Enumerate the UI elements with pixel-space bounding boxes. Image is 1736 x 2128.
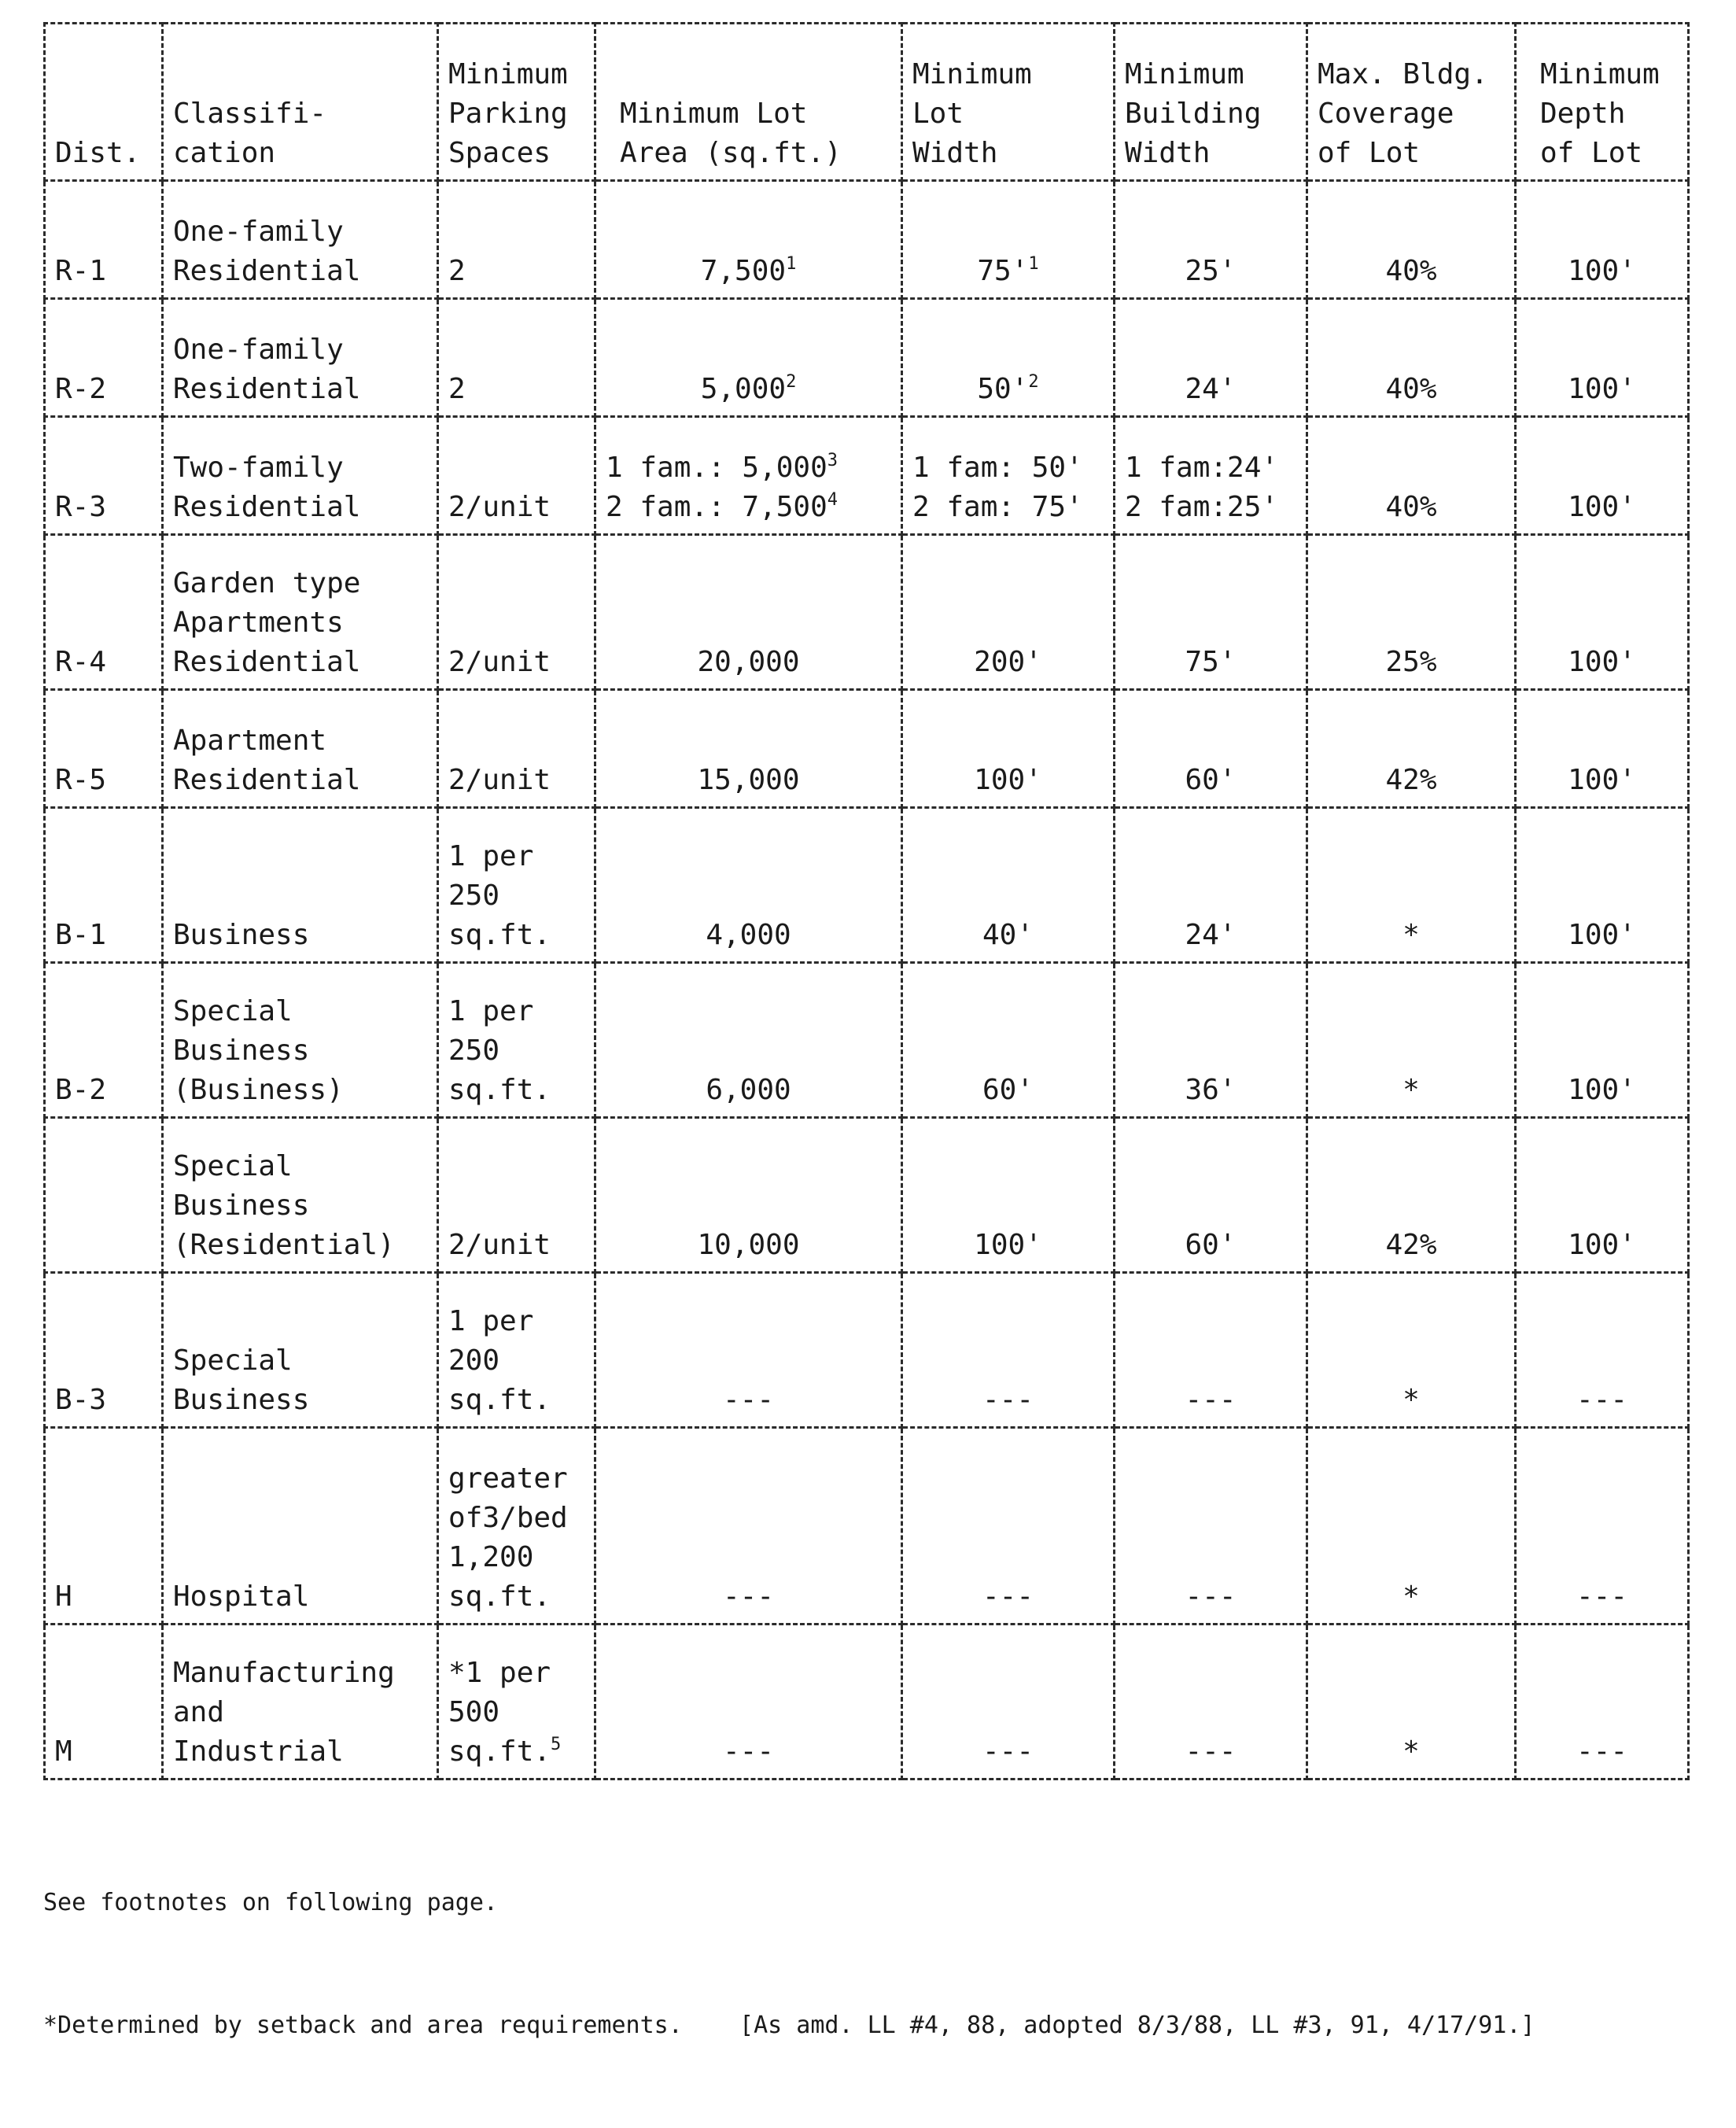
cell-depth: 100': [1516, 181, 1689, 299]
cell-classification: [163, 417, 438, 535]
cell-coverage: 40%: [1307, 181, 1516, 299]
header-line: cation: [173, 137, 276, 169]
cell-lot-area: [595, 181, 902, 299]
cell-coverage: 40%: [1307, 417, 1516, 535]
cell-parking: [438, 181, 595, 299]
cell-lot-area-line: 15,000: [697, 764, 800, 796]
cell-parking-line: 1 per: [448, 1305, 534, 1337]
cell-classification-line: (Residential): [173, 1229, 395, 1261]
cell-parking-line: 500: [448, 1696, 500, 1728]
cell-building-width-line: 25': [1185, 255, 1237, 287]
cell-lot-area: [595, 535, 902, 690]
cell-depth: ---: [1516, 1428, 1689, 1625]
header-line: of Lot: [1540, 137, 1643, 169]
cell-parking-line: sq.ft.: [448, 1074, 551, 1106]
table-row: [45, 1428, 1689, 1625]
cell-lot-area: [595, 808, 902, 963]
cell-parking-line: 1 per: [448, 840, 534, 872]
cell-classification: [163, 535, 438, 690]
cell-building-width-line: 24': [1185, 919, 1237, 951]
cell-building-width: [1115, 299, 1307, 417]
cell-parking: [438, 299, 595, 417]
zoning-document: [43, 22, 1687, 2128]
cell-building-width-line: ---: [1185, 1580, 1237, 1613]
cell-building-width: [1115, 1118, 1307, 1273]
cell-lot-area-line: ---: [722, 1580, 775, 1613]
header-line: Width: [912, 137, 998, 169]
cell-lot-width: [902, 690, 1115, 808]
cell-coverage: 42%: [1307, 1118, 1516, 1273]
cell-district: [45, 1118, 163, 1273]
header-line: Minimum: [1125, 58, 1244, 90]
cell-classification-line: Manufacturing: [173, 1657, 395, 1689]
header-line: of Lot: [1318, 137, 1421, 169]
footnote-ref: 3: [827, 451, 839, 470]
footnote-see: See footnotes on following page.: [43, 1889, 498, 1916]
cell-lot-width: [902, 1625, 1115, 1779]
cell-lot-width: [902, 1428, 1115, 1625]
header-line: Area (sq.ft.): [620, 137, 842, 169]
cell-depth: 100': [1516, 417, 1689, 535]
cell-lot-area: [595, 963, 902, 1118]
cell-lot-area-line: 7,500$^1$: [700, 254, 797, 287]
cell-lot-width: [902, 1118, 1115, 1273]
cell-parking: [438, 808, 595, 963]
cell-lot-area-line: 1 fam.: 5,000$^3$: [606, 451, 839, 484]
cell-coverage: *: [1307, 1273, 1516, 1428]
cell-lot-width: [902, 535, 1115, 690]
header-line: Lot: [912, 98, 964, 130]
cell-building-width-line: 36': [1185, 1074, 1237, 1106]
cell-parking: [438, 963, 595, 1118]
cell-classification: [163, 1118, 438, 1273]
cell-parking-line: sq.ft.$^5$: [448, 1735, 562, 1768]
cell-coverage: 25%: [1307, 535, 1516, 690]
cell-building-width: [1115, 181, 1307, 299]
header-depth: [1516, 24, 1689, 181]
cell-lot-area-line: 2 fam.: 7,500$^4$: [606, 490, 839, 523]
cell-parking-line: of3/bed: [448, 1502, 568, 1534]
cell-classification-line: Residential: [173, 646, 361, 678]
cell-building-width: [1115, 963, 1307, 1118]
header-building-width: [1115, 24, 1307, 181]
cell-classification-line: Special: [173, 995, 293, 1027]
footnote-determined: *Determined by setback and area requirements. [As amd. LL #4, 88, adopted 8/3/88, LL #3, 91, 4/17/91.]: [43, 2012, 1535, 2039]
cell-parking-line: 250: [448, 1034, 500, 1067]
cell-lot-width-line: $50'^2$: [977, 372, 1039, 405]
cell-lot-area-line: 5,000$^2$: [700, 372, 797, 405]
cell-lot-area: [595, 690, 902, 808]
cell-lot-width-line: 100': [974, 1229, 1042, 1261]
header-line: Coverage: [1318, 98, 1454, 130]
header-line: Parking: [448, 98, 568, 130]
cell-depth: 100': [1516, 963, 1689, 1118]
cell-coverage: 42%: [1307, 690, 1516, 808]
cell-lot-width-line: $75'^1$: [977, 254, 1039, 287]
header-classification: [163, 24, 438, 181]
cell-parking: [438, 535, 595, 690]
cell-district: R-5: [45, 690, 163, 808]
cell-lot-area: [595, 1273, 902, 1428]
cell-parking-line: 2/unit: [448, 646, 551, 678]
cell-lot-area-line: 6,000: [706, 1074, 791, 1106]
cell-lot-width: [902, 181, 1115, 299]
cell-building-width-line: 60': [1185, 764, 1237, 796]
cell-classification: [163, 181, 438, 299]
cell-building-width-line: 1 fam:24': [1125, 452, 1279, 484]
footnote-ref: 1: [1028, 254, 1039, 274]
cell-classification-line: (Business): [173, 1074, 344, 1106]
cell-district: R-3: [45, 417, 163, 535]
cell-building-width: [1115, 417, 1307, 535]
footnote-ref: 2: [786, 372, 797, 392]
cell-classification-line: Residential: [173, 255, 361, 287]
cell-depth: 100': [1516, 299, 1689, 417]
zoning-requirements-table: [43, 22, 1690, 1780]
cell-lot-width: [902, 1273, 1115, 1428]
cell-lot-width: [902, 299, 1115, 417]
footnote-ref: 5: [551, 1735, 562, 1754]
cell-coverage: *: [1307, 1428, 1516, 1625]
cell-classification: [163, 963, 438, 1118]
footnote-ref: 4: [827, 490, 839, 510]
cell-parking-line: 200: [448, 1344, 500, 1377]
cell-depth: ---: [1516, 1625, 1689, 1779]
header-line: Building: [1125, 98, 1262, 130]
table-row: [45, 1625, 1689, 1779]
cell-classification-line: One-family: [173, 334, 344, 366]
cell-parking: [438, 1428, 595, 1625]
cell-district: R-2: [45, 299, 163, 417]
cell-classification-line: Residential: [173, 491, 361, 523]
cell-parking-line: *1 per: [448, 1657, 551, 1689]
cell-classification-line: Two-family: [173, 452, 344, 484]
cell-lot-area-line: 20,000: [697, 646, 800, 678]
cell-classification: [163, 1428, 438, 1625]
cell-classification-line: Residential: [173, 373, 361, 405]
table-row: [45, 535, 1689, 690]
cell-lot-width-line: 40': [982, 919, 1034, 951]
cell-depth: ---: [1516, 1273, 1689, 1428]
cell-parking: [438, 1273, 595, 1428]
cell-lot-width: [902, 417, 1115, 535]
cell-coverage: *: [1307, 808, 1516, 963]
cell-district: B-3: [45, 1273, 163, 1428]
table-row: [45, 299, 1689, 417]
cell-parking-line: 2/unit: [448, 491, 551, 523]
cell-building-width: [1115, 1428, 1307, 1625]
cell-parking-line: 2: [448, 373, 466, 405]
cell-depth: 100': [1516, 535, 1689, 690]
cell-classification-line: Residential: [173, 764, 361, 796]
cell-lot-area-line: 4,000: [706, 919, 791, 951]
header-line: Width: [1125, 137, 1211, 169]
cell-parking-line: 2/unit: [448, 764, 551, 796]
cell-classification: [163, 1273, 438, 1428]
cell-building-width-line: ---: [1185, 1735, 1237, 1768]
cell-coverage: *: [1307, 1625, 1516, 1779]
cell-lot-area: [595, 299, 902, 417]
header-line: Minimum: [1540, 58, 1660, 90]
cell-parking-line: 1,200: [448, 1541, 534, 1573]
cell-depth: 100': [1516, 690, 1689, 808]
cell-lot-area-line: ---: [722, 1735, 775, 1768]
cell-classification-line: Garden type: [173, 567, 361, 599]
cell-parking: [438, 690, 595, 808]
cell-classification-line: One-family: [173, 216, 344, 248]
cell-building-width-line: 75': [1185, 646, 1237, 678]
cell-building-width-line: 24': [1185, 373, 1237, 405]
cell-classification: [163, 299, 438, 417]
cell-lot-width-line: ---: [982, 1384, 1034, 1416]
cell-district: R-4: [45, 535, 163, 690]
cell-classification: [163, 1625, 438, 1779]
footnote-amended: [As amd. LL #4, 88, adopted 8/3/88, LL #3, 91, 4/17/91.]: [739, 2012, 1535, 2039]
cell-parking-line: 2/unit: [448, 1229, 551, 1261]
cell-classification-line: and: [173, 1696, 225, 1728]
table-row: [45, 808, 1689, 963]
table-row: [45, 1273, 1689, 1428]
cell-lot-width-line: ---: [982, 1735, 1034, 1768]
cell-lot-width: [902, 808, 1115, 963]
header-row: [45, 24, 1689, 181]
cell-classification-line: Special: [173, 1344, 293, 1377]
cell-lot-area: [595, 1118, 902, 1273]
cell-classification-line: Apartments: [173, 607, 344, 639]
cell-lot-width: [902, 963, 1115, 1118]
cell-classification-line: Apartment: [173, 725, 327, 757]
cell-district: B-1: [45, 808, 163, 963]
header-lot-width: [902, 24, 1115, 181]
cell-classification-line: Special: [173, 1150, 293, 1182]
cell-lot-area-line: 10,000: [697, 1229, 800, 1261]
cell-building-width: [1115, 1625, 1307, 1779]
cell-lot-area: [595, 1428, 902, 1625]
cell-building-width: [1115, 690, 1307, 808]
cell-lot-width-line: 100': [974, 764, 1042, 796]
cell-coverage: *: [1307, 963, 1516, 1118]
header-line: Minimum Lot: [620, 98, 808, 130]
cell-coverage: 40%: [1307, 299, 1516, 417]
cell-lot-area-line: ---: [722, 1384, 775, 1416]
cell-building-width-line: 60': [1185, 1229, 1237, 1261]
cell-classification: [163, 808, 438, 963]
cell-lot-area: [595, 417, 902, 535]
cell-parking-line: greater: [448, 1462, 568, 1495]
cell-lot-width-line: ---: [982, 1580, 1034, 1613]
cell-parking: [438, 1118, 595, 1273]
table-row: [45, 1118, 1689, 1273]
header-line: Spaces: [448, 137, 551, 169]
header-line: Max. Bldg.: [1318, 58, 1488, 90]
cell-parking-line: 250: [448, 880, 500, 912]
header-dist: Dist.: [45, 24, 163, 181]
cell-parking-line: 1 per: [448, 995, 534, 1027]
cell-depth: 100': [1516, 1118, 1689, 1273]
cell-parking-line: sq.ft.: [448, 1580, 551, 1613]
cell-lot-width-line: 200': [974, 646, 1042, 678]
footnote-ref: 2: [1028, 372, 1039, 392]
cell-building-width: [1115, 1273, 1307, 1428]
cell-building-width-line: ---: [1185, 1384, 1237, 1416]
header-line: Minimum: [912, 58, 1032, 90]
cell-lot-width-line: 1 fam: 50': [912, 452, 1083, 484]
cell-classification-line: Business: [173, 919, 310, 951]
cell-lot-area: [595, 1625, 902, 1779]
cell-parking-line: sq.ft.: [448, 1384, 551, 1416]
cell-district: B-2: [45, 963, 163, 1118]
cell-classification: [163, 690, 438, 808]
header-line: Minimum: [448, 58, 568, 90]
cell-depth: 100': [1516, 808, 1689, 963]
header-lot-area: [595, 24, 902, 181]
cell-district: H: [45, 1428, 163, 1625]
cell-classification-line: Industrial: [173, 1735, 344, 1768]
cell-district: R-1: [45, 181, 163, 299]
header-parking: [438, 24, 595, 181]
cell-parking-line: sq.ft.: [448, 919, 551, 951]
cell-building-width-line: 2 fam:25': [1125, 491, 1279, 523]
cell-classification-line: Business: [173, 1189, 310, 1222]
cell-parking-line: 2: [448, 255, 466, 287]
cell-classification-line: Hospital: [173, 1580, 310, 1613]
footnotes: [43, 1801, 1687, 2128]
header-coverage: [1307, 24, 1516, 181]
cell-classification-line: Business: [173, 1034, 310, 1067]
cell-lot-width-line: 60': [982, 1074, 1034, 1106]
cell-parking: [438, 1625, 595, 1779]
footnote-ref: 1: [786, 254, 797, 274]
cell-classification-line: Business: [173, 1384, 310, 1416]
cell-parking: [438, 417, 595, 535]
table-row: [45, 690, 1689, 808]
table-row: [45, 181, 1689, 299]
header-line: Depth: [1540, 98, 1626, 130]
table-row: [45, 963, 1689, 1118]
cell-building-width: [1115, 808, 1307, 963]
cell-lot-width-line: 2 fam: 75': [912, 491, 1083, 523]
cell-building-width: [1115, 535, 1307, 690]
table-row: [45, 417, 1689, 535]
header-line: Classifi-: [173, 98, 327, 130]
cell-district: M: [45, 1625, 163, 1779]
